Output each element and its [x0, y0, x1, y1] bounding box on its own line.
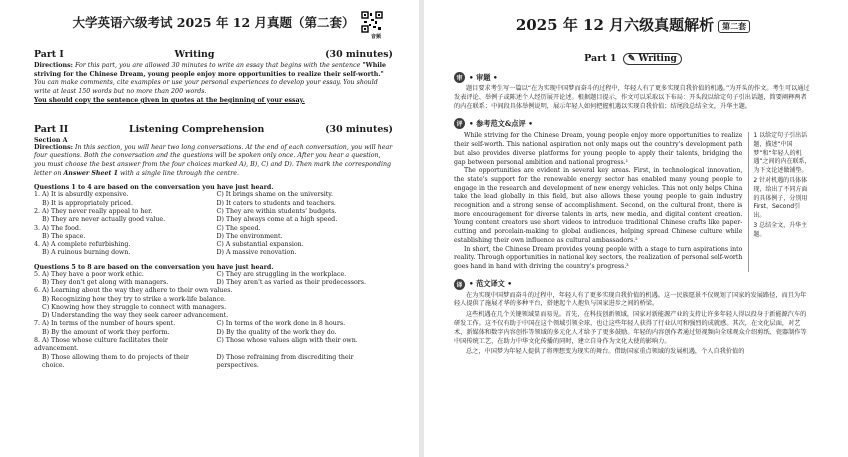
analysis-title-text: 2025 年 12 月六级真题解析 — [515, 16, 715, 34]
option: C) Those whose values align with their own. — [216, 337, 358, 345]
part2-name: Listening Comprehension — [128, 123, 265, 135]
option: B) By the amount of work they perform. — [42, 328, 170, 336]
part1-name: Writing — [174, 49, 215, 60]
option: D) A massive renovation. — [216, 249, 297, 257]
qr-label: 音频 — [370, 34, 381, 40]
translation-section-heading — [454, 279, 812, 290]
option: B) The space. — [42, 232, 86, 240]
exam-page — [0, 0, 419, 457]
option: C) The speed. — [216, 224, 261, 232]
part1-directions: Directions: For this part, you are allowed 30 minutes to write an essay that begins with the sentence "While striving for the Chinese Dream, young people enjoy more opportunities to realize their self-worth." You can make comments, cite examples or use your personal experiences to develop your essay. You should write at least 150 words but no more than 200 words. — [34, 62, 387, 96]
option: B) A ruinous burning down. — [42, 249, 131, 257]
part1-label: Part I — [34, 49, 64, 60]
option: C) A substantial expansion. — [216, 241, 304, 249]
margin-note: 1 以给定句子引出话题，描述“中国梦”和“年轻人的机遇”之间的内在联系，为下文论述做铺垫。 — [753, 132, 811, 174]
option: B) They don't get along with managers. — [42, 279, 169, 286]
option: D) Those refraining from discrediting their perspectives. — [216, 353, 354, 369]
copy-instruction: You should copy the sentence given in quotes at the beginning of your essay. — [34, 96, 305, 104]
margin-note: 3 总结全文，升华主题。 — [753, 222, 808, 238]
part2-time: (30 minutes) — [325, 123, 393, 135]
option: 6. A) Learning about the way they adhere to their own values. — [34, 287, 233, 295]
option: C) Knowing how they struggle to connect with managers. — [42, 303, 227, 311]
translation-paragraph: 总之，中国梦为年轻人提供了将理想变为现实的舞台。借助国家重点领域的发展机遇，个人自我价值的 — [466, 348, 745, 356]
option: 2. A) They never really appeal to her. — [34, 207, 153, 215]
exam-title-text: 大学英语六级考试 2025 年 12 月真题（第二套） — [72, 15, 355, 30]
sample-essay-block — [454, 132, 812, 271]
option: D) They aren't as varied as their predecessors. — [216, 279, 367, 286]
part-banner-label: Part 1 — [584, 53, 617, 64]
comment-icon: 评 — [454, 118, 465, 129]
option: 5. A) They have a poor work ethic. — [34, 270, 144, 278]
pen-icon: ✎ — [627, 54, 636, 64]
part-banner — [454, 53, 812, 65]
translation-section-title: • 范文译文 • — [469, 279, 512, 289]
essay-paragraph: In short, the Chinese Dream provides young people with a stage to turn aspirations into reality. Through opportunities in national key sectors, the realization of personal self-worth goes hand in hand with driving the country's progress.³ — [454, 245, 743, 270]
option: D) The environment. — [216, 232, 283, 240]
option: D) Understanding the way they seek career advancement. — [42, 312, 229, 320]
translation-icon: 译 — [454, 279, 465, 290]
sample-section-heading — [454, 118, 812, 129]
margin-notes — [748, 132, 812, 271]
part2-heading — [34, 124, 393, 135]
analysis-title — [454, 14, 812, 35]
part-banner-pill — [623, 53, 682, 65]
review-icon: 审 — [454, 72, 465, 83]
option: 4. A) A complete refurbishing. — [34, 241, 131, 249]
qr-code-icon[interactable] — [361, 11, 383, 33]
question-5-options — [34, 271, 393, 288]
part2-label: Part II — [34, 123, 69, 135]
questions-1-4-options — [34, 191, 393, 257]
review-text: 题目要求考生写一篇以“在为实现中国梦而奋斗的过程中，年轻人有了更多实现自我价值的机遇。”为开头的作文。考生可以通过发表评论、举例子或陈述个人经历展开论述。根据题目提示，作文可以采取以下布局：开头段以给定句子引出话题，简要阐释两者的内在联系；中间段具体举例说明，展示年轻人如何把握机遇以实现自我价值；结尾段总结全文，升华主题。 — [454, 85, 810, 110]
set-badge: 第二套 — [718, 20, 750, 33]
section-label: Section A — [34, 136, 68, 144]
option: C) In terms of the work done in 8 hours. — [216, 320, 346, 328]
questions-5-8-heading: Questions 5 to 8 are based on the conversation you have just heard. — [34, 263, 274, 271]
option: D) They always come at a high speed. — [216, 216, 338, 224]
question-6-options — [34, 287, 393, 320]
sample-section-title: • 参考范文&点评 • — [469, 118, 533, 128]
option: 3. A) The food. — [34, 224, 81, 232]
option: D) By the quality of the work they do. — [216, 328, 337, 336]
sample-essay — [454, 132, 742, 271]
option: D) It caters to students and teachers. — [216, 199, 336, 207]
part2-directions: Directions: In this section, you will hear two long conversations. At the end of each conversation, you will hear four questions. Both the conversation and the questions will be spoken only once. After you hear a question, you must choose the best answer from the four choices marked A), B), C) and D). Then mark the corresponding letter on Answer Sheet 1 with a single line through the centre. — [34, 143, 393, 177]
option: 8. A) Those whose culture facilitates their advancement. — [34, 337, 168, 353]
exam-title — [34, 13, 393, 40]
margin-note: 2 针对机遇的具体体现，给出了不同方面的具体例子，分别用First、Second引出。 — [753, 177, 808, 219]
option: C) They are within students' budgets. — [216, 207, 337, 215]
option: C) It brings shame on the university. — [216, 191, 333, 199]
review-section-heading — [454, 72, 812, 83]
essay-paragraph: The opportunities are evident in several key areas. First, in technological innovation, the state's support for the renewable energy sector has enabled many young people to engage in the research and development of new energy vehicles. This not only helps China take the lead globally in this field, but also allows these young people to gain industry recognition and a strong sense of accomplishment. Second, on the cultural front, there is more encouragement for diverse talents in arts, new media, and digital content creation. Young content creators use short videos to introduce traditional Chinese crafts like paper-cutting and porcelain-making to global audiences, helping spread Chinese culture while establishing their own influence as cultural ambassadors.² — [454, 167, 743, 244]
essay-paragraph: While striving for the Chinese Dream, young people enjoy more opportunities to realize their self-worth. This national aspiration not only maps out the country's development path but also provides diverse platforms for young people to apply their talents, bridging the gap between personal ambition and national progress.¹ — [454, 132, 743, 166]
question-7-8-options — [34, 320, 393, 370]
part1-time: (30 minutes) — [325, 49, 393, 60]
part1-heading — [34, 49, 393, 60]
option: B) Those allowing them to do projects of their choice. — [42, 353, 189, 369]
review-section-title: • 审题 • — [469, 72, 498, 82]
option: 1. A) It is absurdly expensive. — [34, 191, 129, 199]
translation-paragraph: 在为实现中国梦而奋斗的过程中，年轻人有了更多实现自我价值的机遇。这一民族愿景不仅规划了国家的发展路径，而且为年轻人提供了施展才华的多种平台，搭建起个人抱负与国家进步之间的桥梁。 — [454, 291, 807, 308]
translation-paragraph: 这些机遇在几个关键领域显而易见。首先，在科技创新领域，国家对新能源产业的支持让许多年轻人得以投身于新能源汽车的研发工作。这不仅有助于中国在这个领域引领全球，也让这些年轻人获得了行业认可和强烈的成就感。其次，在文化层面，对艺术、新媒体和数字内容创作等领域的多元化人才给予了更多鼓励。年轻的内容创作者通过短视频向全球观众介绍剪纸、瓷器制作等中国传统工艺，在助力中华文化传播的同时，建立自身作为文化大使的影响力。 — [454, 311, 807, 345]
option: C) They are struggling in the workplace. — [216, 270, 347, 278]
questions-1-4-heading: Questions 1 to 4 are based on the conversation you have just heard. — [34, 184, 274, 192]
option: B) Recognizing how they try to strike a work-life balance. — [42, 295, 226, 303]
analysis-page — [424, 0, 848, 457]
option: 7. A) In terms of the number of hours spent. — [34, 320, 176, 328]
option: B) They are never actually good value. — [42, 216, 166, 224]
option: B) It is appropriately priced. — [42, 199, 133, 207]
part-banner-name: Writing — [638, 54, 677, 64]
